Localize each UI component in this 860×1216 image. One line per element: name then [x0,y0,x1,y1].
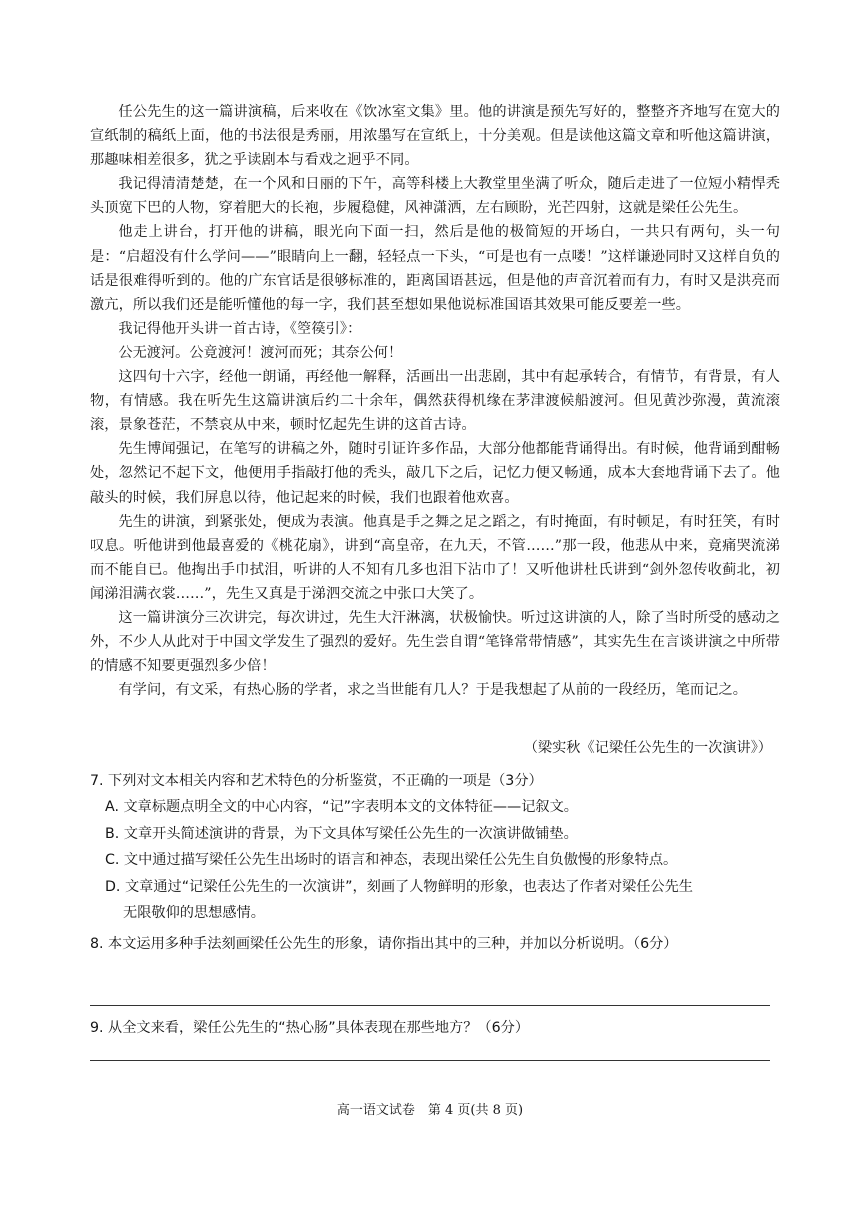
passage-paragraph-3: 他走上讲台，打开他的讲稿，眼光向下面一扫，然后是他的极简短的开场白，一共只有两句，头一句是：“启超没有什么学问——”眼睛向上一翻，轻轻点一下头，“可是也有一点喽！”这样谦逊同时又这样自负的话是很难得听到的。他的广东官话是很够标准的，距离国语甚远，但是他的声音沉着而有力，有时又是洪亮而激亢，所以我们还是能听懂他的每一字，我们甚至想如果他说标准国语其效果可能反要差一些。 [90,224,780,313]
passage-paragraph-7: 先生的讲演，到紧张处，便成为表演。他真是手之舞之足之蹈之，有时掩面，有时顿足，有时狂笑，有时叹息。听他讲到他最喜爱的《桃花扇》，讲到“高皇帝，在九天，不管……”那一段，他悲从中来，竟痛哭流涕而不能自已。他掏出手巾拭泪，听讲的人不知有几多也泪下沾巾了！又听他讲杜氏讲到“剑外忽传收蓟北，初闻涕泪满衣裳……”，先生又真是于涕泗交流之中张口大笑了。 [90,513,780,602]
question-9-answer-line[interactable] [90,1060,770,1061]
question-8-answer-line[interactable] [90,1005,770,1006]
question-7-option-a: A. 文章标题点明全文的中心内容，“记”字表明本文的文体特征——记叙文。 [105,799,578,815]
reading-passage [90,100,780,702]
question-7-stem: 7. 下列对文本相关内容和艺术特色的分析鉴赏，不正确的一项是（3分） [90,773,543,789]
passage-paragraph-5: 这四句十六字，经他一朗诵，再经他一解释，活画出一出悲剧，其中有起承转合，有情节，有背景，有人物，有情感。我在听先生这篇讲演后约二十余年，偶然获得机缘在茅津渡候船渡河。但见黄沙弥漫，黄流滚滚，景象苍茫，不禁哀从中来，顿时忆起先生讲的这首古诗。 [90,369,780,434]
passage-paragraph-6: 先生博闻强记，在笔写的讲稿之外，随时引证许多作品，大部分他都能背诵得出。有时候，他背诵到酣畅处，忽然记不起下文，他便用手指敲打他的秃头，敲几下之后，记忆力便又畅通，成本大套地背诵下去了。他敲头的时候，我们屏息以待，他记起来的时候，我们也跟着他欢喜。 [90,441,780,506]
question-7-option-d-continued: 无限敬仰的思想感情。 [123,905,265,921]
question-7-option-d: D. 文章通过“记梁任公先生的一次演讲”，刻画了人物鲜明的形象，也表达了作者对梁任公先生 [105,878,693,895]
passage-paragraph-9: 有学问，有文采，有热心肠的学者，求之当世能有几人？于是我想起了从前的一段经历，笔而记之。 [118,682,748,699]
passage-paragraph-8: 这一篇讲演分三次讲完，每次讲过，先生大汗淋漓，状极愉快。听过这讲演的人，除了当时所受的感动之外，不少人从此对于中国文学发生了强烈的爱好。先生尝自谓“笔锋常带情感”，其实先生在言谈讲演之中所带的情感不知要更强烈多少倍！ [90,609,780,675]
passage-paragraph-1: 任公先生的这一篇讲演稿，后来收在《饮冰室文集》里。他的讲演是预先写好的，整整齐齐地写在宽大的宣纸制的稿纸上面，他的书法很是秀丽，用浓墨写在宣纸上，十分美观。但是读他这篇文章和听他这篇讲演，那趣味相差很多，犹之乎读剧本与看戏之迥乎不同。 [90,104,780,169]
page-footer: 高一语文试卷 第 4 页(共 8 页) [336,1103,524,1118]
question-9-stem: 9. 从全文来看，梁任公先生的“热心肠”具体表现在那些地方？（6分） [90,1020,530,1036]
passage-paragraph-4: 我记得他开头讲一首古诗，《箜篌引》： [118,320,362,337]
passage-source: （梁实秋《记梁任公先生的一次演讲》） [523,740,772,756]
question-8-stem: 8. 本文运用多种手法刻画梁任公先生的形象，请你指出其中的三种，并加以分析说明。（6分） [90,935,678,952]
question-7-option-c: C. 文中通过描写梁任公先生出场时的语言和神态，表现出梁任公先生自负傲慢的形象特点。 [105,852,678,868]
passage-paragraph-2: 我记得清清楚楚，在一个风和日丽的下午，高等科楼上大教堂里坐满了听众，随后走进了一位短小精悍秃头顶宽下巴的人物，穿着肥大的长袍，步履稳健，风神潇洒，左右顾盼，光芒四射，这就是梁任公先生。 [90,176,780,217]
poem-verse: 公无渡河。公竟渡河！渡河而死；其奈公何！ [118,344,403,361]
question-block [90,768,780,957]
question-7-option-b: B. 文章开头简述演讲的背景，为下文具体写梁任公先生的一次演讲做铺垫。 [105,825,578,842]
